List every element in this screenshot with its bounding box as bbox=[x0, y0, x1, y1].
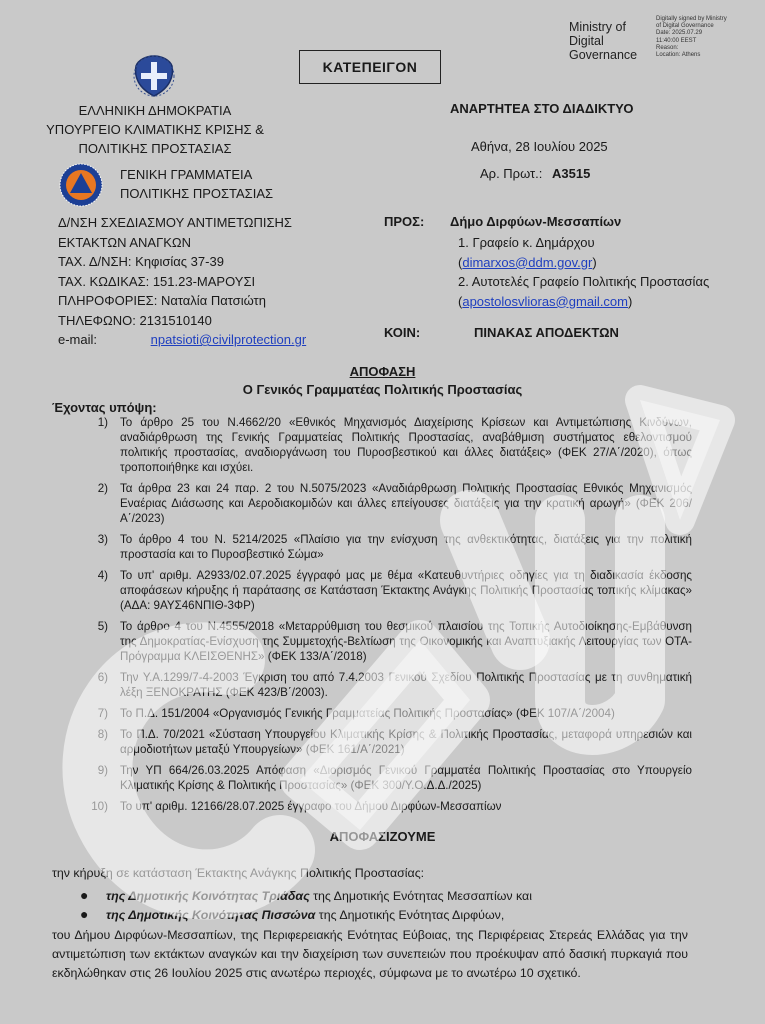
item-text: Το άρθρο 25 του Ν.4662/20 «Εθνικός Μηχανισμός Διαχείρισης Κρίσεων και Αντιμετώπισης Κινδύνων, αναδιάρθρωση της Γενικής Γραμματείας Πολιτικής Προστασίας, αναβάθμιση συστήματος εθελοντισμού πολιτικής προστασίας, αναδιοργάνωση του Πυροσβεστικού και άλλες διατάξεις» (ΦΕΚ 27/Α΄/2020), όπως τροποποιήθηκε και ισχύει. bbox=[120, 416, 692, 474]
sender-dept-line: Δ/ΝΣΗ ΣΧΕΔΙΑΣΜΟΥ ΑΝΤΙΜΕΤΩΠΙΣΗΣ bbox=[58, 215, 292, 230]
item-number: 9) bbox=[97, 764, 108, 777]
ministry-signature-line: Digital bbox=[569, 34, 604, 48]
considerations-list bbox=[52, 415, 692, 820]
item-number: 10) bbox=[91, 800, 108, 813]
ministry-signature bbox=[569, 20, 637, 62]
list-item bbox=[52, 619, 692, 664]
cc-value: ΠΙΝΑΚΑΣ ΑΠΟΔΕΚΤΩΝ bbox=[474, 325, 619, 340]
secretariat-line: ΓΕΝΙΚΗ ΓΡΑΜΜΑΤΕΙΑ bbox=[120, 167, 253, 182]
urgent-label: ΚΑΤΕΠΕΙΓΟΝ bbox=[299, 50, 441, 84]
sender-details bbox=[58, 213, 306, 350]
we-decide-heading: ΑΠΟΦΑΣΙΖΟΥΜΕ bbox=[329, 829, 436, 844]
item-text: Το άρθρο 4 του Ν.4555/2018 «Μεταρρύθμιση του θεσμικού πλαισίου της Τοπικής Αυτοδιοίκησης-Εμβάθυνση της Δημοκρατίας-Ενίσχυση της Συμμετοχής-Βελτίωση της Οικονομικής και Αναπτυξιακής Λειτουργίας των ΟΤΑ-Πρόγραμμα ΚΛΕΙΣΘΕΝΗΣ» (ΦΕΚ 133/Α΄/2018) bbox=[120, 620, 692, 663]
protocol-line bbox=[480, 166, 590, 181]
item-number: 6) bbox=[97, 671, 108, 684]
list-item bbox=[52, 706, 692, 721]
signature-detail-line: Reason: bbox=[656, 44, 679, 51]
considering-label: Έχοντας υπόψη: bbox=[52, 400, 157, 415]
list-item bbox=[52, 532, 692, 562]
item-number: 5) bbox=[97, 620, 108, 633]
item-number: 8) bbox=[97, 728, 108, 741]
ministry-header bbox=[45, 120, 265, 158]
list-item bbox=[52, 763, 692, 793]
ministry-line: ΠΟΛΙΤΙΚΗΣ ΠΡΟΣΤΑΣΙΑΣ bbox=[78, 141, 232, 156]
list-item bbox=[52, 799, 692, 814]
signature-detail-line: Digitally signed by Ministry bbox=[656, 16, 727, 22]
secretariat-line: ΠΟΛΙΤΙΚΗΣ ΠΡΟΣΤΑΣΙΑΣ bbox=[120, 186, 274, 201]
bullet-icon: ● bbox=[80, 906, 89, 922]
bullet-rest-text: της Δημοτικής Ενότητας Μεσσαπίων και bbox=[309, 889, 532, 903]
ministry-line: ΥΠΟΥΡΓΕΙΟ ΚΛΙΜΑΤΙΚΗΣ ΚΡΙΣΗΣ & bbox=[46, 122, 264, 137]
recipient-office2: 2. Αυτοτελές Γραφείο Πολιτικής Προστασίας bbox=[458, 274, 710, 289]
to-name: Δήμο Διρφύων-Μεσσαπίων bbox=[450, 214, 622, 229]
declaration-intro: την κήρυξη σε κατάσταση Έκτακτης Ανάγκης Πολιτικής Προστασίας: bbox=[52, 866, 425, 880]
bullet-bold-text: της Δημοτικής Κοινότητας Πισσώνα bbox=[106, 908, 316, 922]
recipient-office2-email[interactable]: apostolosvlioras@gmail.com bbox=[462, 293, 628, 309]
civil-protection-logo-icon bbox=[58, 162, 104, 208]
list-item bbox=[80, 886, 690, 905]
recipient-office1: 1. Γραφείο κ. Δημάρχου bbox=[458, 235, 595, 250]
item-text: Το Π.Δ. 151/2004 «Οργανισμός Γενικής Γραμματείας Πολιτικής Προστασίας» (ΦΕΚ 107/Α΄/2004) bbox=[120, 707, 615, 720]
decision-title: ΑΠΟΦΑΣΗ bbox=[349, 364, 416, 379]
list-item bbox=[52, 481, 692, 526]
item-text: Το άρθρο 4 του Ν. 5214/2025 «Πλαίσιο για την ενίσχυση της ανθεκτικότητας, διατάξεις για την πολιτική προστασία και το Πυροσβεστικό Σώμα» bbox=[120, 533, 692, 561]
list-item bbox=[52, 568, 692, 613]
item-number: 3) bbox=[97, 533, 108, 546]
item-text: Το υπ' αριθμ. Α2933/02.07.2025 έγγραφό μας με θέμα «Κατευθυντήριες οδηγίες για τη διαδικασία έκδοσης αποφάσεων κήρυξης ή παράτασης σε Κατάσταση Έκτακτης Ανάγκης Πολιτικής Προστασίας τοπικής κλίμακας» (ΑΔΑ: 9ΑΥΣ46ΝΠΙΘ-3ΦΡ) bbox=[120, 569, 692, 612]
sender-email-link[interactable]: npatsioti@civilprotection.gr bbox=[150, 332, 307, 347]
item-number: 7) bbox=[97, 707, 108, 720]
protocol-number: Α3515 bbox=[552, 166, 591, 181]
bullet-rest-text: της Δημοτικής Ενότητας Διρφύων, bbox=[315, 908, 505, 922]
sender-email-row bbox=[58, 330, 306, 350]
item-text: Το Π.Δ. 70/2021 «Σύσταση Υπουργείου Κλιματικής Κρίσης & Πολιτικής Προστασίας, μεταφορά υπηρεσιών και αρμοδιοτήτων μεταξύ Υπουργείων» (ΦΕΚ 161/Α΄/2021) bbox=[120, 728, 692, 756]
item-number: 2) bbox=[97, 482, 108, 495]
recipient-office1-email[interactable]: dimarxos@ddm.gov.gr bbox=[462, 254, 593, 270]
bullet-bold-text: της Δημοτικής Κοινότητας Τριάδας bbox=[106, 889, 310, 903]
bullet-icon: ● bbox=[80, 887, 89, 903]
item-text: Το υπ' αριθμ. 12166/28.07.2025 έγγραφο του Δήμου Διρφύων-Μεσσαπίων bbox=[120, 800, 502, 813]
item-number: 4) bbox=[97, 569, 108, 582]
declaration-bullets bbox=[80, 886, 690, 924]
list-item bbox=[52, 670, 692, 700]
sender-dept-line: ΕΚΤΑΚΤΩΝ ΑΝΑΓΚΩΝ bbox=[58, 234, 192, 250]
digital-signature-details bbox=[656, 16, 756, 59]
item-text: Την ΥΠ 664/26.03.2025 Απόφαση «Διορισμός Γενικού Γραμματέα Πολιτικής Προστασίας στο Υπουργείο Κλιματικής Κρίσης & Πολιτικής Προστασίας» (ΦΕΚ 300/Υ.Ο.Δ.Δ./2025) bbox=[120, 764, 692, 792]
item-text: Τα άρθρα 23 και 24 παρ. 2 του Ν.5075/2023 «Αναδιάρθρωση Πολιτικής Προστασίας Εθνικός Μηχανισμός Εναέριας Διάσωσης και Αεροδιακομιδών και άλλες επείγουσες διατάξεις για την κρατική αρωγή» (ΦΕΚ 206/Α΄/2023) bbox=[120, 482, 692, 525]
to-label: ΠΡΟΣ: bbox=[384, 214, 425, 229]
date-line: Αθήνα, 28 Ιουλίου 2025 bbox=[471, 139, 608, 154]
signature-detail-line: Date: 2025.07.29 bbox=[656, 30, 703, 37]
republic-header bbox=[60, 101, 250, 120]
republic-line: ΕΛΛΗΝΙΚΗ ΔΗΜΟΚΡΑΤΙΑ bbox=[78, 103, 232, 118]
list-item bbox=[80, 905, 690, 924]
signature-detail-line: of Digital Governance bbox=[656, 23, 714, 30]
ministry-signature-line: Ministry of bbox=[569, 20, 626, 34]
item-text: Την Υ.Α.1299/7-4-2003 Έγκριση του από 7.4.2003 Γενικού Σχεδίου Πολιτικής Προστασίας με τη συνθηματική λέξη ΞΕΝΟΚΡΑΤΗΣ (ΦΕΚ 423/Β΄/2003). bbox=[120, 671, 692, 699]
sender-info: ΠΛΗΡΟΦΟΡΙΕΣ: Ναταλία Πατσιώτη bbox=[58, 293, 266, 308]
decision-subtitle: Ο Γενικός Γραμματέας Πολιτικής Προστασίας bbox=[242, 382, 523, 397]
item-number: 1) bbox=[97, 416, 108, 429]
publish-online-label: ΑΝΑΡΤΗΤΕΑ ΣΤΟ ΔΙΑΔΙΚΤΥΟ bbox=[450, 101, 634, 116]
secretariat-header bbox=[120, 165, 273, 203]
sender-address: ΤΑΧ. Δ/ΝΣΗ: Κηφισίας 37-39 bbox=[58, 254, 224, 269]
final-paragraph: του Δήμου Διρφύων-Μεσσαπίων, της Περιφερειακής Ενότητας Εύβοιας, της Περιφέρειας Στερεάς Ελλάδας για την αντιμετώπιση των εκτάκτων αναγκών και την διαχείριση των συνεπειών που προέκυψαν από δασική πυρκαγιά που εκδηλώθηκαν στις 26 Ιουλίου 2025 στις ανωτέρω περιοχές, σύμφωνα με το ανωτέρω 10 σχετικό. bbox=[52, 928, 688, 980]
cc-label: ΚΟΙΝ: bbox=[384, 325, 421, 340]
ministry-signature-line: Governance bbox=[569, 48, 638, 62]
sender-postal: ΤΑΧ. ΚΩΔΙΚΑΣ: 151.23-ΜΑΡΟΥΣΙ bbox=[58, 273, 256, 289]
recipient-offices: 1. Γραφείο κ. Δημάρχου (dimarxos@ddm.gov.gr) 2. Αυτοτελές Γραφείο Πολιτικής Προστασίας (apostolosvlioras@gmail.com) bbox=[458, 235, 710, 309]
protocol-label: Αρ. Πρωτ.: bbox=[480, 166, 543, 181]
sender-email-label: e-mail: bbox=[58, 332, 98, 347]
list-item bbox=[52, 415, 692, 475]
sender-phone: ΤΗΛΕΦΩΝΟ: 2131510140 bbox=[58, 312, 212, 328]
signature-detail-line: Location: Athens bbox=[656, 52, 701, 59]
greek-coat-of-arms-icon bbox=[132, 54, 176, 98]
signature-detail-line: 11:40:00 EEST bbox=[656, 37, 697, 44]
list-item bbox=[52, 727, 692, 757]
